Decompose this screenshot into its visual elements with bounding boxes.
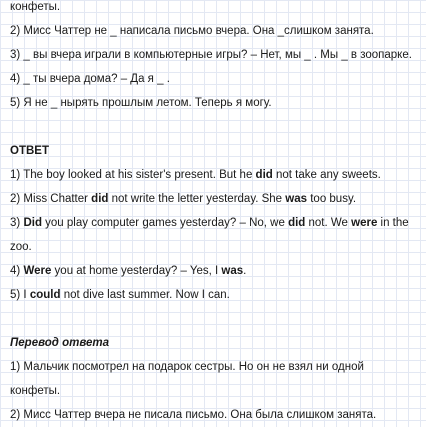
answer-bold-word: Were — [23, 265, 52, 277]
answer-number: 3) — [10, 217, 21, 229]
answer-number: 5) — [10, 289, 21, 301]
answer-1 — [10, 163, 422, 187]
translation-1: 1) Мальчик посмотрел на подарок сестры. Но он не взял ни одной — [10, 361, 364, 373]
answer-text: not. We — [305, 217, 352, 229]
translation-1-continuation: конфеты. — [10, 385, 61, 397]
answer-text: too busy. — [307, 193, 357, 205]
translation-2: 2) Мисс Чаттер вчера не писала письмо. Она была слишком занята. — [10, 409, 377, 421]
task-1-continuation: конфеты. — [10, 1, 61, 13]
answer-heading: ОТВЕТ — [10, 145, 49, 157]
answer-3 — [10, 211, 422, 235]
answer-bold-word: was — [221, 265, 244, 277]
task-5: 5) Я не _ нырять прошлым летом. Теперь я могу. — [10, 97, 272, 109]
answer-text: you play computer games yesterday? – No, we — [41, 217, 289, 229]
translation-heading: Перевод ответа — [10, 337, 110, 349]
answer-text: . — [243, 265, 247, 277]
answer-3-continuation: zoo. — [10, 241, 32, 253]
answer-bold-word: Did — [23, 217, 42, 229]
answer-bold-word: did — [288, 217, 306, 229]
answer-4 — [10, 259, 422, 283]
answer-text: not dive last summer. Now I can. — [60, 289, 230, 301]
answer-text: Miss Chatter — [20, 193, 92, 205]
task-4: 4) _ ты вчера дома? – Да я _ . — [10, 73, 170, 85]
answer-text: I — [20, 289, 30, 301]
answer-number: 2) — [10, 193, 21, 205]
answer-text: in the — [377, 217, 409, 229]
answer-text: not write the letter yesterday. She — [108, 193, 286, 205]
answer-bold-word: did — [255, 169, 273, 181]
answer-text: not take any sweets. — [272, 169, 381, 181]
task-2: 2) Мисс Чаттер не _ написала письмо вчера. Она _слишком занята. — [10, 25, 374, 37]
answer-2 — [10, 187, 422, 211]
spacer — [10, 307, 422, 331]
answer-bold-word: were — [351, 217, 378, 229]
spacer — [10, 115, 422, 139]
answer-text: you at home yesterday? – Yes, I — [51, 265, 222, 277]
answer-bold-word: was — [285, 193, 308, 205]
answer-text: The boy looked at his sister's present. But he — [20, 169, 256, 181]
document — [10, 0, 422, 427]
answer-bold-word: did — [91, 193, 109, 205]
answer-bold-word: could — [29, 289, 61, 301]
task-3: 3) _ вы вчера играли в компьютерные игры? – Нет, мы _ . Мы _ в зоопарке. — [10, 49, 412, 61]
answer-5 — [10, 283, 422, 307]
answer-number: 1) — [10, 169, 21, 181]
answer-number: 4) — [10, 265, 21, 277]
